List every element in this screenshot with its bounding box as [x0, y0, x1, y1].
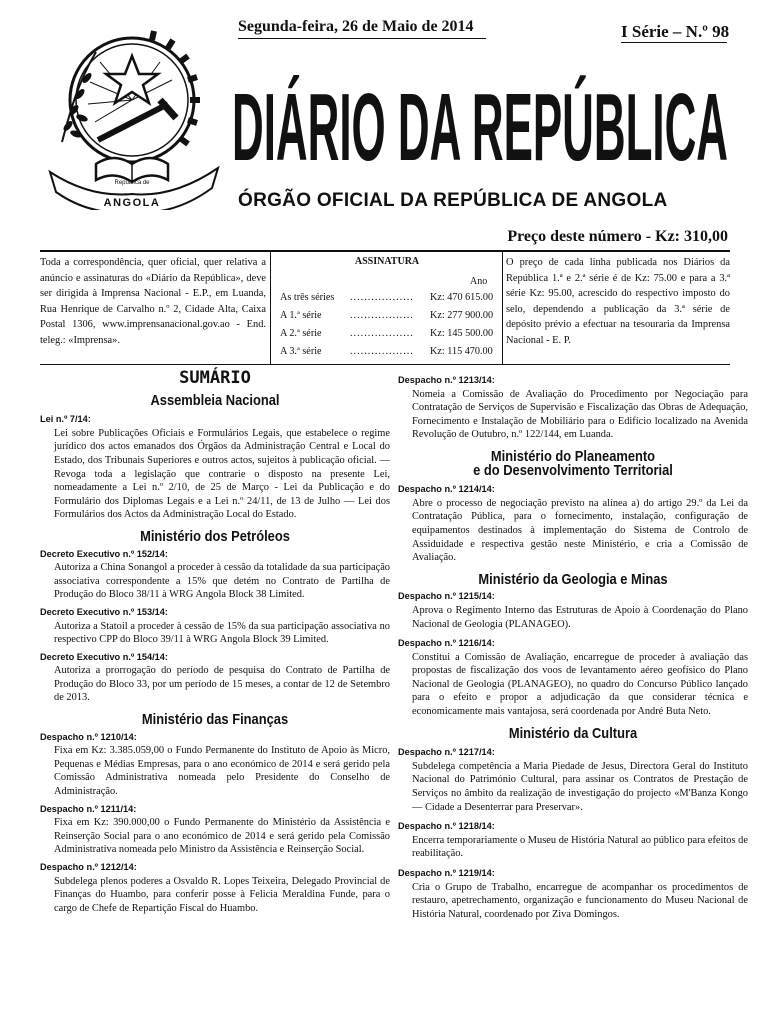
- emblem-subtext: República de: [114, 180, 150, 186]
- section-heading: e do Desenvolvimento Territorial: [473, 461, 673, 479]
- masthead-title: [232, 56, 732, 174]
- info-band-divider: [270, 252, 271, 364]
- subscription-dot-leader: ..................: [350, 346, 414, 357]
- act-title: Despacho n.º 1215/14:: [398, 591, 495, 602]
- act-title: Despacho n.º 1216/14:: [398, 638, 495, 649]
- act-summary: Constitui a Comissão de Avaliação, encarregue de proceder à avaliação das propostas de fiscalização dos voos de levantamento aéreo geofísico do Plano Nacional de Geologia (PLANAGEO), no quadro do Concurso Público lançado para o efeito e propor a adjudicação da que considerar técnica e economicamente mais vantajosa, será coordenada por André Buta Neto.: [412, 651, 748, 718]
- act-title: Despacho n.º 1214/14:: [398, 484, 495, 495]
- act-title: Despacho n.º 1219/14:: [398, 868, 495, 878]
- subscription-price: Kz: 145 500.00: [430, 328, 494, 339]
- section-heading: Ministério dos Petróleos: [140, 527, 290, 545]
- issue-date: Segunda-feira, 26 de Maio de 2014: [238, 18, 474, 35]
- summary-right-column: [398, 374, 748, 921]
- subscription-row: [280, 310, 502, 321]
- act-title: Despacho n.º 1212/14:: [40, 862, 137, 872]
- act-summary: Autoriza a China Sonangol a proceder à cessão da totalidade da sua participação associativa correspondente a 15% que detém no Contrato de Partilha de Produção do Bloco 38/11 à WRG Angola Block 38 Limited.: [54, 562, 390, 601]
- subscription-price: Kz: 115 470.00: [430, 346, 493, 357]
- pricing-notice: O preço de cada linha publicada nos Diários da República 1.ª e 2.ª série é de Kz: 75.00 e para a 3.ª série Kz: 95.00, acrescido do respectivo imposto do selo, dependendo a publicação da 3.ª série de depósito prévio a efectuar na tesouraria da Imprensa Nacional - E. P.: [506, 257, 730, 346]
- series-underline: [621, 42, 727, 43]
- info-band-top-rule: [40, 250, 730, 252]
- act-summary: Nomeia a Comissão de Avaliação do Procedimento por Negociação para Contratação de Serviços de Supervisão e Fiscalização das Obras de Adequação, Fornecimento e Instalação de Mobiliário para o Edifício localizado na Avenida Revolução de Outubro, n.º 122/144, em Luanda.: [412, 388, 748, 441]
- act-summary: Fixa em Kz: 390.000,00 o Fundo Permanente do Ministério da Assistência e Reinserção Social para o ano económico de 2014 e será gerido pela Comissão Administrativa nomeada pelo Ministro da Assistência e Reinserção Social.: [54, 817, 390, 856]
- act-title: Despacho n.º 1211/14:: [40, 803, 137, 814]
- section-heading: Ministério da Geologia e Minas: [478, 570, 668, 588]
- subscription-price: Kz: 470 615.00: [430, 292, 494, 303]
- subscription-dot-leader: ..................: [350, 310, 414, 321]
- subscription-dot-leader: ..................: [350, 292, 414, 303]
- act-summary: Subdelega competência a Maria Piedade de Jesus, Directora Geral do Instituto Nacional do Património Cultural, para assinar os Contratos de Prestação de Serviços no âmbito da realização de investigação do projecto «M'Banza Kongo — Cidade a Desenterrar para Preservar».: [412, 760, 748, 813]
- subscription-series-label: A 3.ª série: [280, 346, 322, 357]
- subscription-row: [280, 292, 502, 303]
- act-title: Decreto Executivo n.º 154/14:: [40, 651, 168, 662]
- issue-price: Preço deste número - Kz: 310,00: [507, 228, 728, 245]
- act-title: Decreto Executivo n.º 153/14:: [40, 606, 168, 617]
- series-number: I Série – N.º 98: [621, 22, 730, 41]
- act-summary: Autoriza a prorrogação do período de pesquisa do Contrato de Partilha de Produção do Bloco 33, por um período de 15 meses, a contar de 12 de Setembro de 2013.: [54, 665, 390, 704]
- act-title: Decreto Executivo n.º 152/14:: [40, 548, 168, 559]
- angola-emblem-icon: [40, 22, 220, 210]
- masthead-title-text: DIÁRIO DA REPÚBLICA: [232, 74, 728, 174]
- masthead-subtitle: ÓRGÃO OFICIAL DA REPÚBLICA DE ANGOLA: [238, 190, 668, 211]
- section-heading: Ministério da Cultura: [508, 724, 638, 742]
- info-band-bottom-rule: [40, 364, 730, 365]
- act-summary: Lei sobre Publicações Oficiais e Formulários Legais, que estabelece o regime jurídico dos actos emanados dos Órgãos da Administração Central e Local do Estado, dos Tribunais Superiores e outros actos, sujeitos à publicação oficial. — Revoga toda a legislação que contrarie o disposto na presente Lei, nomeadamente a Lei n.º 2/10, de 25 de Março - Lei da Publicação e do Formulário dos Diplomas Legais e a Lei n.º 24/11, de 13 de Julho — Lei dos Formulários dos Actos da Administração Local do Estado.: [54, 427, 390, 521]
- act-summary: Encerra temporariamente o Museu de História Natural ao público para efeitos de reabilitação.: [412, 834, 748, 860]
- subscription-year-label: Ano: [470, 276, 488, 287]
- act-title: Despacho n.º 1217/14:: [398, 747, 495, 758]
- subscription-series-label: A 2.ª série: [280, 328, 322, 339]
- act-summary: Subdelega plenos poderes a Osvaldo R. Lopes Teixeira, Delegado Provincial de Finanças do Huambo, para conferir posse à Felicia Meraldina Funde, para o cargo de Chefe de Repartição Fiscal do Huambo.: [54, 875, 390, 914]
- info-band-divider: [502, 252, 503, 364]
- section-heading: Ministério das Finanças: [141, 711, 289, 729]
- section-heading: Assembleia Nacional: [150, 391, 280, 409]
- correspondence-notice: Toda a correspondência, quer oficial, quer relativa a anúncio e assinaturas do «Diário da República», deve ser dirigida à Imprensa Nacional - E.P., em Luanda, Rua Henrique de Carvalho n.º 2, Cidade Alta, Caixa Postal 1306, www.imprensanacional.gov.ao - End. teleg.: «Imprensa».: [40, 257, 266, 346]
- act-summary: Abre o processo de negociação previsto na alínea a) do artigo 29.º da Lei da Contratação Pública, para o fornecimento, instalação, configuração de equipamentos destinados à implementação do Sistema de Controlo de Assiduidade e respectiva gestão neste Ministério, e cria a Comissão de Avaliação.: [412, 497, 748, 564]
- act-summary: Aprova o Regimento Interno das Estruturas de Apoio à Coordenação do Plano Nacional de Geologia (PLANAGEO).: [412, 604, 748, 630]
- act-title: Despacho n.º 1218/14:: [398, 821, 495, 832]
- act-summary: Cria o Grupo de Trabalho, encarregue de acompanhar os procedimentos de restauro, apetrechamento, organização e funcionamento do Museu Nacional de História Natural, coordenado por Ziva Domingos.: [412, 881, 748, 920]
- act-title: Despacho n.º 1213/14:: [398, 375, 495, 385]
- act-title: Lei n.º 7/14:: [40, 414, 91, 425]
- summary-heading: SUMÁRIO: [179, 368, 251, 388]
- act-title: Despacho n.º 1210/14:: [40, 731, 137, 742]
- subscription-heading: ASSINATURA: [354, 256, 420, 267]
- subscription-series-label: As três séries: [280, 292, 335, 303]
- subscription-row: [280, 328, 502, 339]
- subscription-dot-leader: ..................: [350, 328, 414, 339]
- summary-left-column: [40, 368, 390, 915]
- date-underline: [238, 38, 486, 39]
- subscription-row: [280, 346, 502, 357]
- act-summary: Fixa em Kz: 3.385.059,00 o Fundo Permanente do Instituto de Apoio às Micro, Pequenas e Médias Empresas, para o ano económico de 2014 e será gerido pela Comissão Administrativa nomeada pelo Presidente do Conselho de Administração.: [54, 745, 390, 798]
- emblem-text: ANGOLA: [103, 197, 161, 209]
- section-heading: Ministério do Planeamento: [490, 447, 656, 465]
- act-summary: Autoriza a Statoil a proceder à cessão de 15% da sua participação associativa no respectivo CPP do Bloco 39/11 à WRG Angola Block 39 Limited.: [54, 620, 390, 646]
- subscription-price: Kz: 277 900.00: [430, 310, 494, 321]
- subscription-series-label: A 1.ª série: [280, 310, 322, 321]
